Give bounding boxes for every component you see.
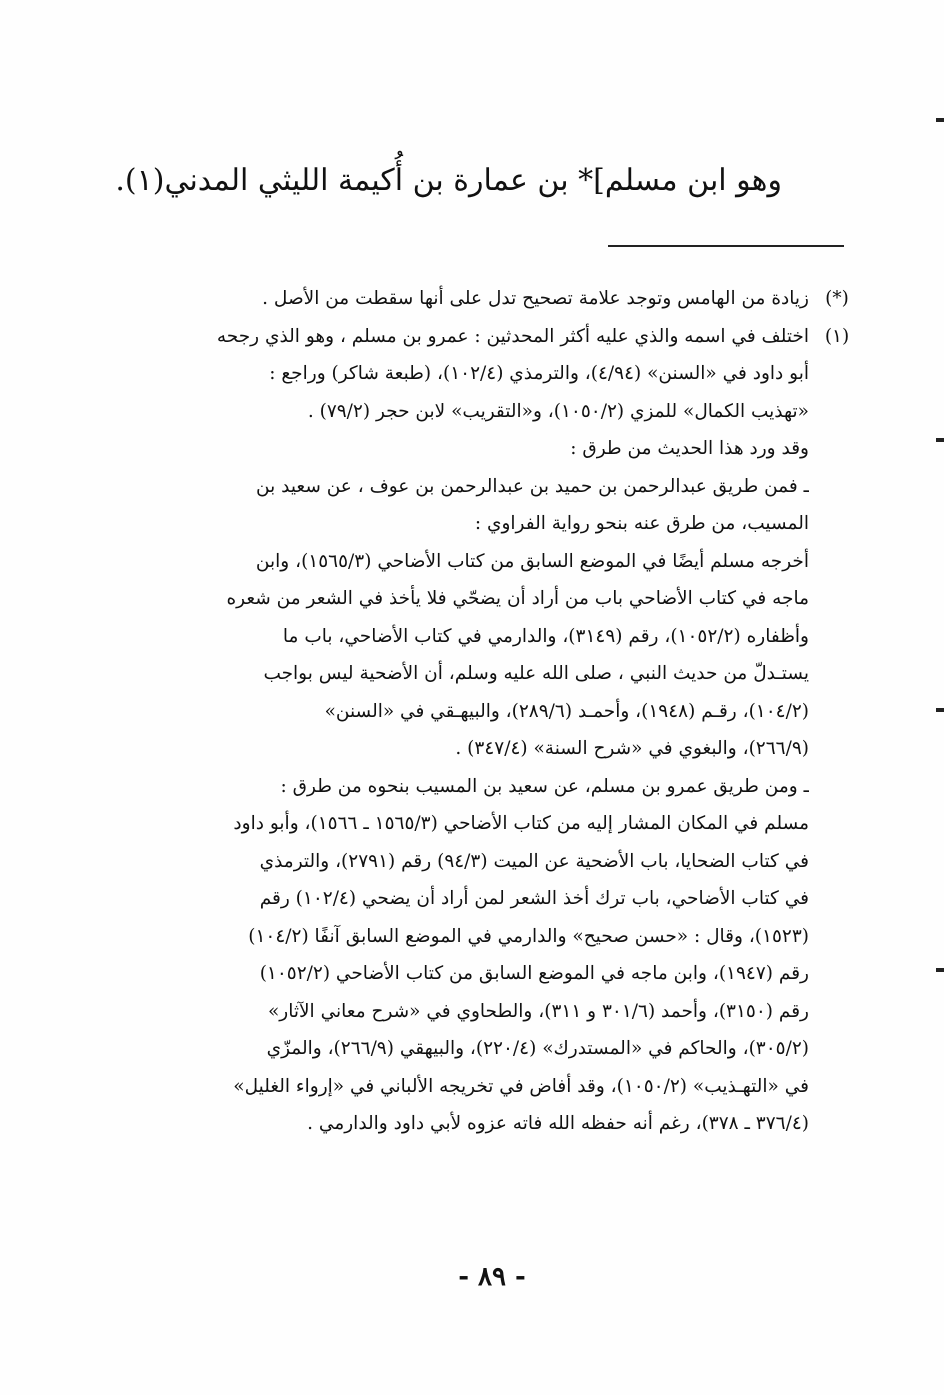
footnote-line: زيادة من الهامس وتوجد علامة تصحيح تدل على أنها سقطت من الأصل .: [262, 288, 809, 309]
footnote-line: اختلف في اسمه والذي عليه أكثر المحدثين : عمرو بن مسلم ، وهو الذي رجحه: [216, 325, 809, 347]
page-number: - ٨٩ -: [458, 1262, 526, 1292]
footnote-line: ـ فمن طريق عبدالرحمن بن حميد بن عبدالرحمن بن عوف ، عن سعيد بن: [256, 475, 809, 497]
scan-edge-mark: [936, 708, 944, 712]
footnote-star: [137, 280, 849, 318]
footnote-line: (٣٧٦/٤ ـ ٣٧٨)، رغم أنه حفظه الله فاته عزوه لأبي داود والدارمي .: [307, 1113, 809, 1134]
footnote-line: المسيب، من طرق عنه بنحو رواية الفراوي :: [474, 513, 809, 534]
scan-edge-mark: [936, 118, 944, 122]
footnote-line: رقم (١٩٤٧)، وابن ماجه في الموضع السابق من كتاب الأضاحي (١٠٥٢/٢): [259, 963, 809, 984]
footnote-line: (١٠٤/٢)، رقـم (١٩٤٨)، وأحمـد (٢٨٩/٦)، والبيهـقي في «السنن»: [324, 700, 809, 722]
footnote-line: في كتاب الأضاحي، باب ترك أخذ الشعر لمن أراد أن يضحي (١٠٢/٤) رقم: [259, 888, 809, 909]
footnote-1: [137, 318, 849, 1143]
footnote-line: في «التهـذيب» (١٠٥٠/٢)، وقد أفاض في تخريجه الألباني في «إرواء الغليل»: [233, 1075, 809, 1097]
footnotes-section: [137, 280, 849, 1143]
footnote-line: رقم (٣١٥٠)، وأحمد (٣٠١/٦ و ٣١١)، والطحاوي في «شرح معاني الآثار»: [267, 1000, 809, 1022]
footnote-line: (٢٦٦/٩)، والبغوي في «شرح السنة» (٣٤٧/٤) .: [455, 738, 809, 759]
footnote-line: في كتاب الضحايا، باب الأضحية عن الميت (٩٤/٣) رقم (٢٧٩١)، والترمذي: [259, 850, 809, 872]
scan-edge-mark: [936, 968, 944, 972]
footnote-line: وأظفاره (١٠٥٢/٢)، رقم (٣١٤٩)، والدارمي في كتاب الأضاحي، باب ما: [282, 625, 809, 647]
footnote-line: مسلم في المكان المشار إليه من كتاب الأضاحي (١٥٦٥/٣ ـ ١٥٦٦)، وأبو داود: [233, 813, 809, 834]
footnote-line: «تهذيب الكمال» للمزي (١٠٥٠/٢)، و«التقريب» لابن حجر (٧٩/٢) .: [307, 400, 809, 422]
footnote-line: (٣٠٥/٢)، والحاكم في «المستدرك» (٢٢٠/٤)، والبيهقي (٢٦٦/٩)، والمزّي: [266, 1038, 809, 1059]
footnote-line: ماجه في كتاب الأضاحي باب من أراد أن يضحّي فلا يأخذ في الشعر من شعره: [226, 588, 809, 609]
scan-edge-mark: [936, 438, 944, 442]
footnote-marker: (*): [825, 288, 849, 309]
footnote-line: أبو داود في «السنن» (٤/٩٤)، والترمذي (١٠٢/٤)، (طبعة شاكر) وراجع :: [269, 363, 809, 384]
footnote-line: وقد ورد هذا الحديث من طرق :: [570, 438, 809, 459]
footnote-line: أخرجه مسلم أيضًا في الموضع السابق من كتاب الأضاحي (١٥٦٥/٣)، وابن: [255, 550, 809, 572]
footnote-line: يستـدلّ من حديث النبي ، صلى الله عليه وسلم، أن الأضحية ليس بواجب: [263, 663, 809, 684]
footnote-marker: (١): [824, 325, 850, 347]
main-text-line: وهو ابن مسلم]* بن عمارة بن أُكيمة الليثي المدني(١).: [115, 163, 782, 198]
footnote-line: (١٥٢٣)، وقال : «حسن صحيح» والدارمي في الموضع السابق آنفًا (١٠٤/٢): [248, 925, 809, 947]
footnote-divider: [608, 245, 844, 247]
footnote-line: ـ ومن طريق عمرو بن مسلم، عن سعيد بن المسيب بنحوه من طرق :: [280, 775, 809, 797]
